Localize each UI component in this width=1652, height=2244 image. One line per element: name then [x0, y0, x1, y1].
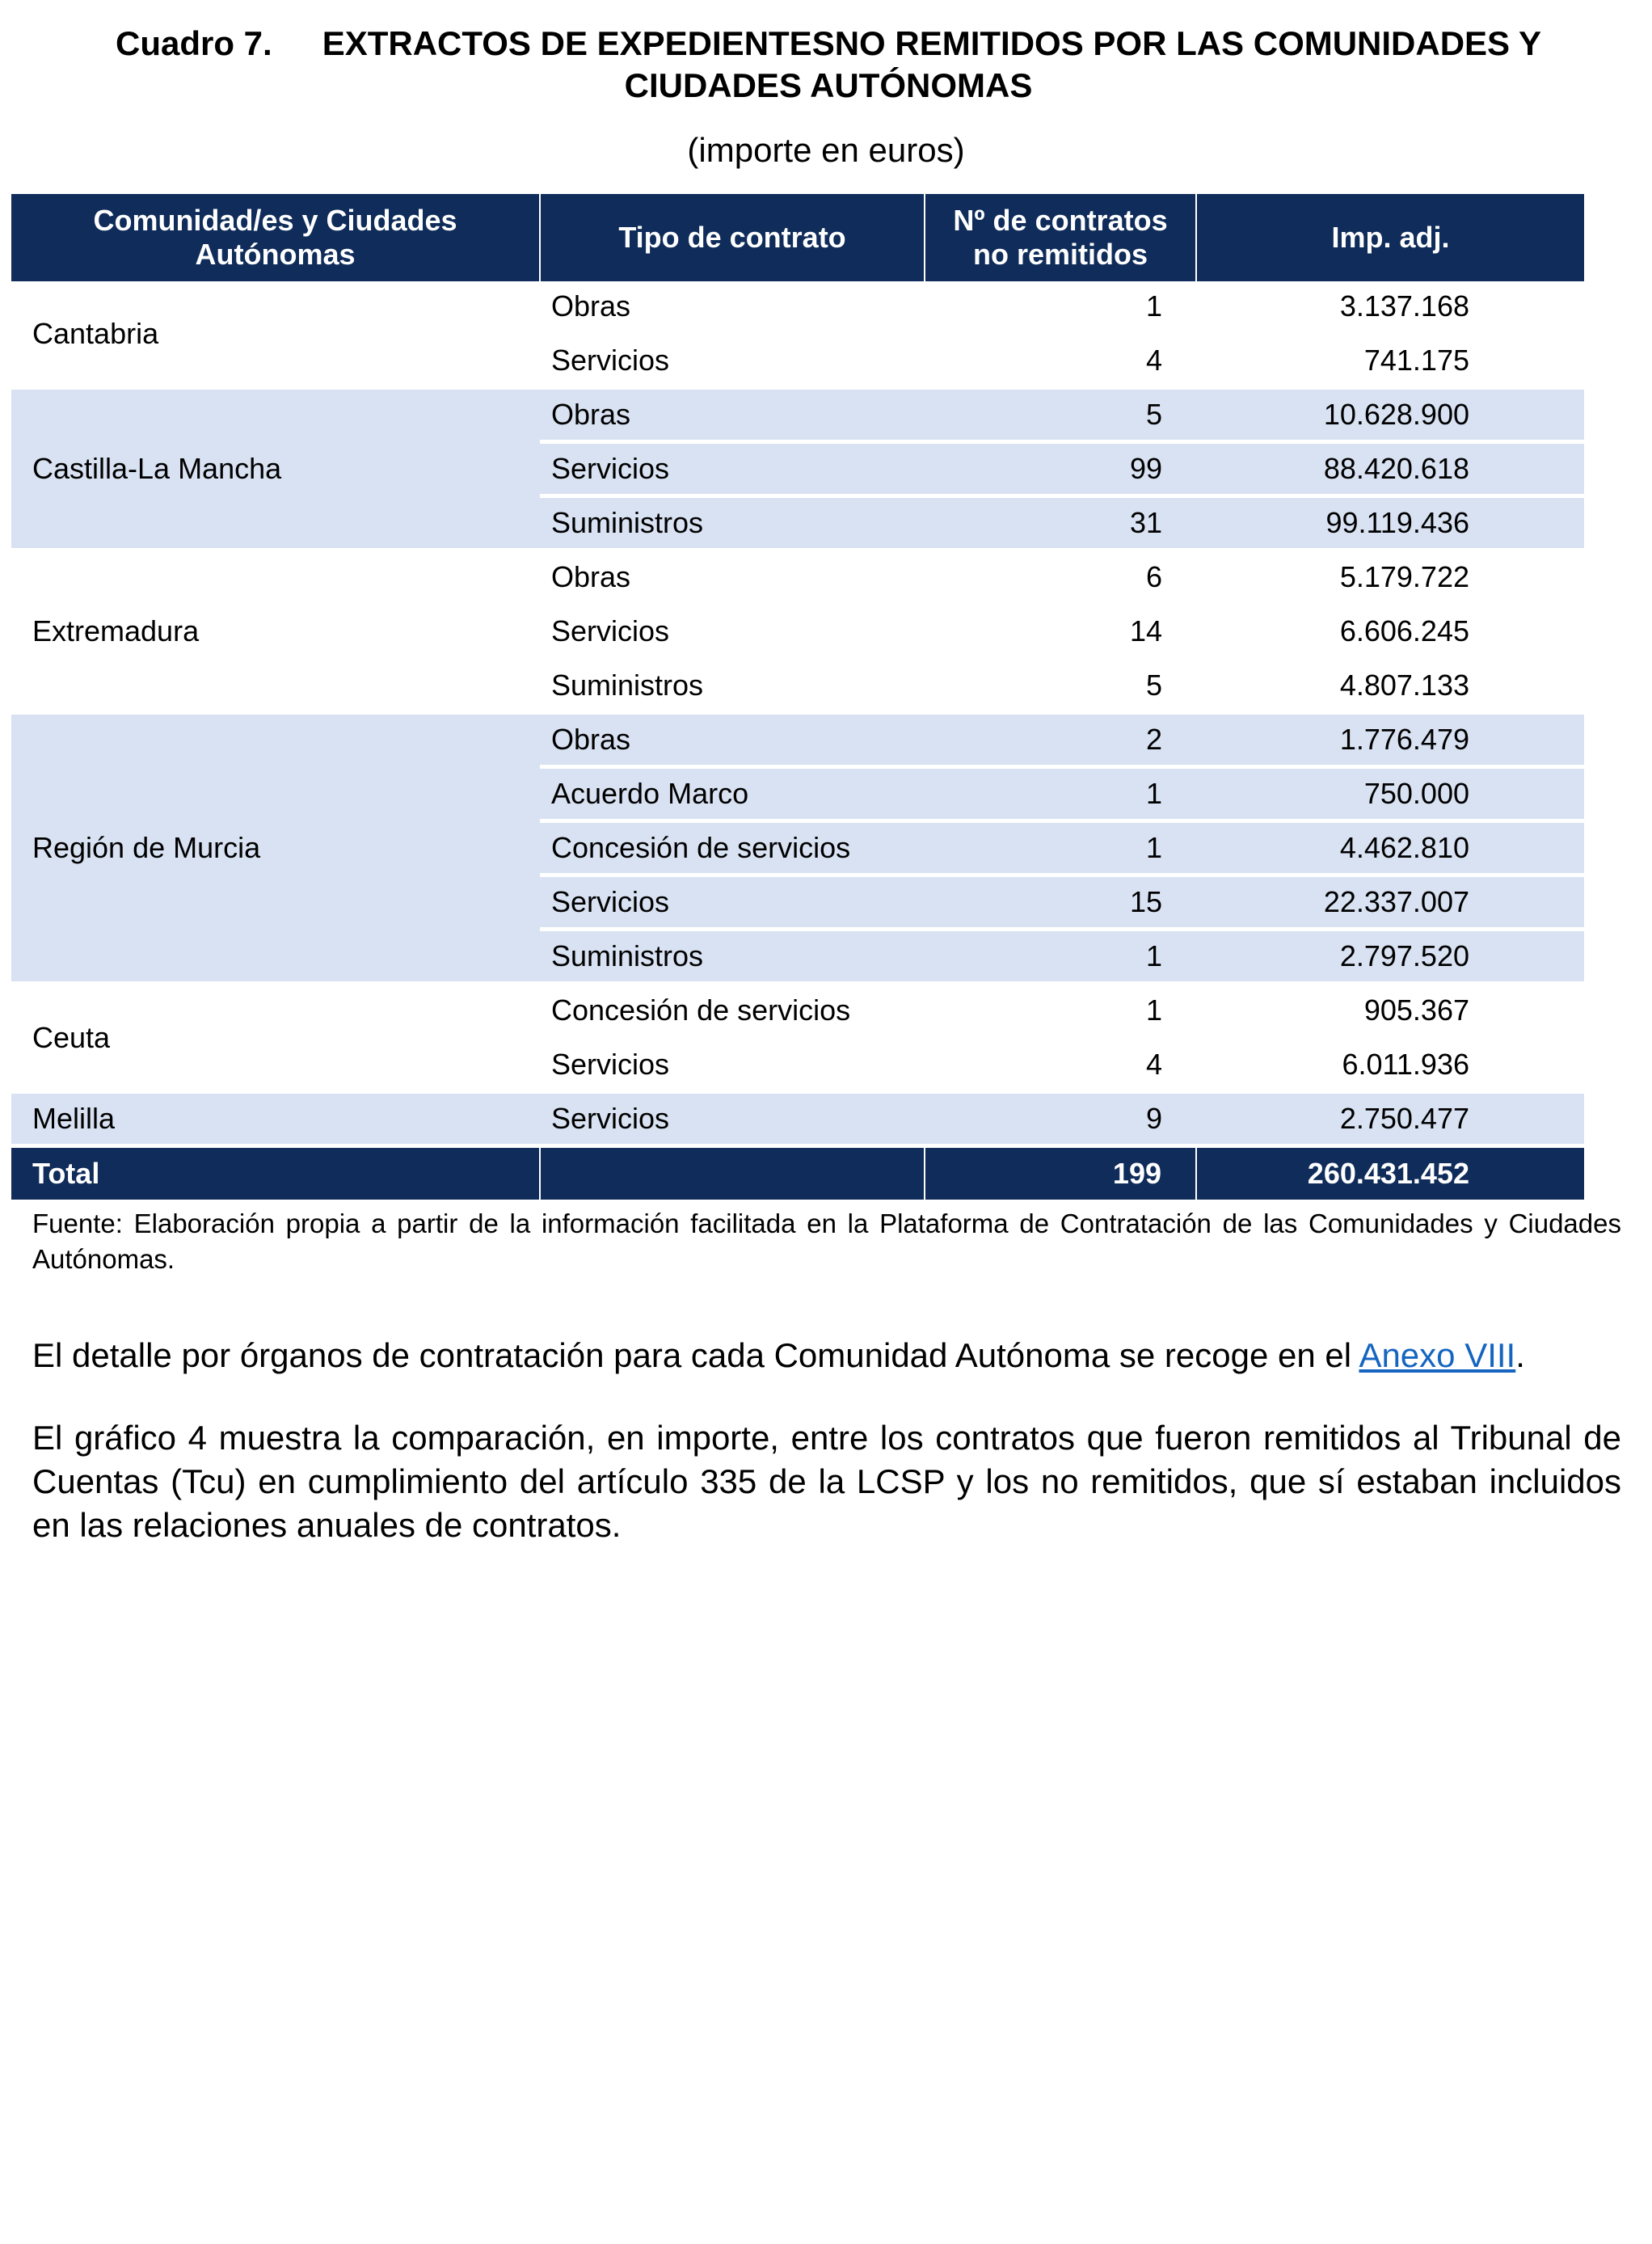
community-cell: Ceuta: [11, 984, 540, 1092]
table-caption: [48, 23, 1608, 107]
header-row: [11, 194, 1584, 281]
count-cell: 2: [925, 713, 1196, 767]
table-row: [11, 984, 1584, 1038]
count-cell: 4: [925, 334, 1196, 388]
amount-cell: 22.337.007: [1196, 875, 1584, 930]
amount-cell: 750.000: [1196, 767, 1584, 821]
count-cell: 1: [925, 821, 1196, 875]
count-cell: 5: [925, 659, 1196, 713]
header-community-line-2: Autónomas: [195, 238, 356, 271]
table-row: [11, 388, 1584, 442]
paragraph-chart-intro: El gráfico 4 muestra la comparación, en importe, entre los contratos que fueron remitidos al Tribunal de Cuentas (Tcu) en cumplimiento del artículo 335 de la LCSP y los no remitidos, que sí estaban incluidos en las relaciones anuales de contratos.: [32, 1419, 1621, 1544]
table-subtitle: (importe en euros): [687, 131, 965, 169]
caption-number: Cuadro 7.: [115, 24, 272, 62]
count-cell: 5: [925, 388, 1196, 442]
amount-cell: 2.750.477: [1196, 1092, 1584, 1146]
header-community-line-1: Comunidad/es y Ciudades: [93, 204, 457, 237]
amount-cell: 905.367: [1196, 984, 1584, 1038]
amount-cell: 3.137.168: [1196, 281, 1584, 334]
header-count: [925, 194, 1196, 281]
total-label: Total: [11, 1146, 540, 1200]
type-cell: Suministros: [540, 930, 925, 984]
type-cell: Obras: [540, 550, 925, 605]
community-cell: Melilla: [11, 1092, 540, 1146]
amount-cell: 4.462.810: [1196, 821, 1584, 875]
type-cell: Servicios: [540, 605, 925, 659]
type-cell: Servicios: [540, 875, 925, 930]
type-cell: Obras: [540, 713, 925, 767]
count-cell: 15: [925, 875, 1196, 930]
total-row: [11, 1146, 1584, 1200]
amount-cell: 6.011.936: [1196, 1038, 1584, 1092]
header-community: [11, 194, 540, 281]
annex-link[interactable]: Anexo VIII: [1359, 1336, 1516, 1374]
total-empty-cell: [540, 1146, 925, 1200]
type-cell: Concesión de servicios: [540, 821, 925, 875]
header-type: Tipo de contrato: [540, 194, 925, 281]
table-row: [11, 1092, 1584, 1146]
type-cell: Servicios: [540, 1092, 925, 1146]
type-cell: Concesión de servicios: [540, 984, 925, 1038]
count-cell: 9: [925, 1092, 1196, 1146]
amount-cell: 2.797.520: [1196, 930, 1584, 984]
total-amount: 260.431.452: [1196, 1146, 1584, 1200]
community-cell: Región de Murcia: [11, 713, 540, 984]
paragraph-annex: [32, 1334, 1621, 1377]
amount-cell: 4.807.133: [1196, 659, 1584, 713]
count-cell: 31: [925, 496, 1196, 550]
community-cell: Cantabria: [11, 281, 540, 388]
type-cell: Servicios: [540, 334, 925, 388]
amount-cell: 6.606.245: [1196, 605, 1584, 659]
type-cell: Acuerdo Marco: [540, 767, 925, 821]
header-amount: Imp. adj.: [1196, 194, 1584, 281]
type-cell: Suministros: [540, 659, 925, 713]
type-cell: Servicios: [540, 442, 925, 496]
amount-cell: 5.179.722: [1196, 550, 1584, 605]
table-row: [11, 713, 1584, 767]
community-cell: Castilla-La Mancha: [11, 388, 540, 550]
type-cell: Servicios: [540, 1038, 925, 1092]
amount-cell: 99.119.436: [1196, 496, 1584, 550]
type-cell: Obras: [540, 281, 925, 334]
count-cell: 99: [925, 442, 1196, 496]
caption-text-1: EXTRACTOS DE EXPEDIENTESNO REMITIDOS POR LAS COMUNIDADES Y: [322, 24, 1541, 62]
amount-cell: 10.628.900: [1196, 388, 1584, 442]
paragraph-annex-end: .: [1515, 1336, 1525, 1374]
type-cell: Suministros: [540, 496, 925, 550]
community-cell: Extremadura: [11, 550, 540, 713]
amount-cell: 1.776.479: [1196, 713, 1584, 767]
count-cell: 1: [925, 281, 1196, 334]
count-cell: 1: [925, 767, 1196, 821]
caption-line-2: CIUDADES AUTÓNOMAS: [624, 66, 1033, 104]
header-count-line-1: Nº de contratos: [953, 204, 1168, 237]
amount-cell: 88.420.618: [1196, 442, 1584, 496]
contracts-table: [11, 194, 1584, 1200]
count-cell: 1: [925, 984, 1196, 1038]
total-count: 199: [925, 1146, 1196, 1200]
type-cell: Obras: [540, 388, 925, 442]
caption-line-1: [48, 23, 1608, 65]
amount-cell: 741.175: [1196, 334, 1584, 388]
paragraph-annex-text: El detalle por órganos de contratación para cada Comunidad Autónoma se recoge en el: [32, 1336, 1359, 1374]
count-cell: 4: [925, 1038, 1196, 1092]
table-source-note: Fuente: Elaboración propia a partir de la información facilitada en la Plataforma de Contratación de las Comunidades y Ciudades Autónomas.: [32, 1208, 1621, 1274]
count-cell: 6: [925, 550, 1196, 605]
header-count-line-2: no remitidos: [972, 238, 1148, 271]
table-row: [11, 281, 1584, 334]
count-cell: 1: [925, 930, 1196, 984]
table-row: [11, 550, 1584, 605]
count-cell: 14: [925, 605, 1196, 659]
